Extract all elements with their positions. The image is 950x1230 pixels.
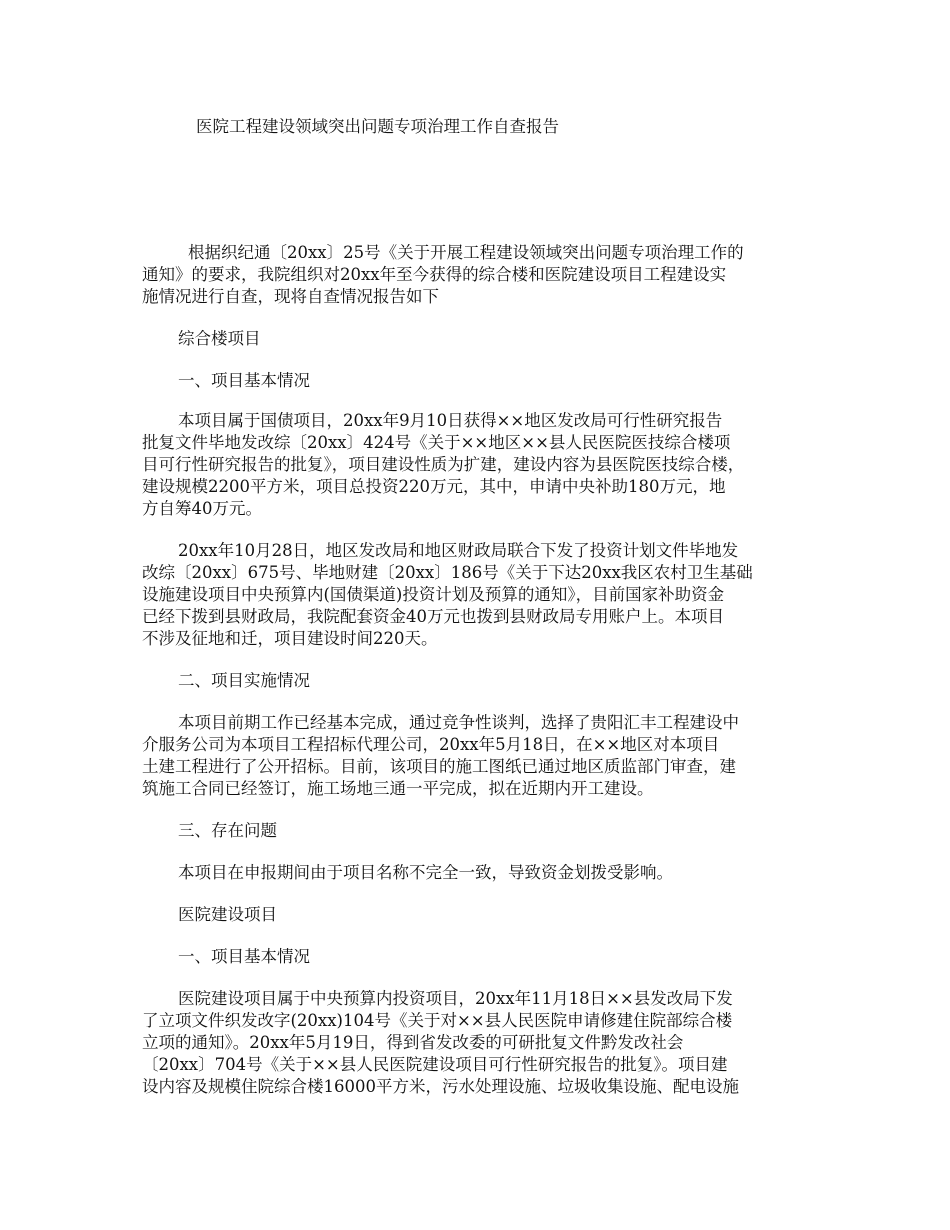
paragraph-line: 土建工程进行了公开招标。目前，该项目的施工图纸已通过地区质监部门审查，建 xyxy=(142,757,736,776)
paragraph-line: 已经下拨到县财政局，我院配套资金40万元也拨到县财政局专用账户上。本项目 xyxy=(142,607,724,626)
subsection-heading: 一、项目基本情况 xyxy=(178,371,310,390)
document-title: 医院工程建设领域突出问题专项治理工作自查报告 xyxy=(196,117,559,136)
paragraph-line: 设施建设项目中央预算内(国债渠道)投资计划及预算的通知》，目前国家补助资金 xyxy=(142,585,725,604)
paragraph-line: 不涉及征地和迁，项目建设时间220天。 xyxy=(142,629,438,648)
subsection-heading: 二、项目实施情况 xyxy=(178,671,310,690)
paragraph-line: 本项目在申报期间由于项目名称不完全一致，导致资金划拨受影响。 xyxy=(178,863,673,882)
section-heading: 综合楼项目 xyxy=(178,329,261,348)
paragraph-line: 医院建设项目属于中央预算内投资项目，20xx年11月18日××县发改局下发 xyxy=(178,989,733,1008)
subsection-heading: 三、存在问题 xyxy=(178,821,277,840)
paragraph-line: 建设规模2200平方米，项目总投资220万元，其中，申请中央补助180万元，地 xyxy=(142,477,726,496)
paragraph-line: 改综〔20xx〕675号、毕地财建〔20xx〕186号《关于下达20xx我区农村卫生基础 xyxy=(142,563,753,582)
paragraph-line: 设内容及规模住院综合楼16000平方米，污水处理设施、垃圾收集设施、配电设施 xyxy=(142,1077,739,1096)
paragraph-line: 本项目前期工作已经基本完成，通过竞争性谈判，选择了贵阳汇丰工程建设中 xyxy=(178,713,739,732)
paragraph-line: 目可行性研究报告的批复》，项目建设性质为扩建，建设内容为县医院医技综合楼， xyxy=(142,455,745,474)
paragraph-line: 立项的通知》。20xx年5月19日，得到省发改委的可研批复文件黔发改社会 xyxy=(142,1033,684,1052)
section-heading: 医院建设项目 xyxy=(178,905,277,924)
paragraph-line: 〔20xx〕704号《关于××县人民医院建设项目可行性研究报告的批复》。项目建 xyxy=(142,1055,728,1074)
subsection-heading: 一、项目基本情况 xyxy=(178,947,310,966)
paragraph-line: 介服务公司为本项目工程招标代理公司，20xx年5月18日，在××地区对本项目 xyxy=(142,735,720,754)
paragraph-line: 施情况进行自查，现将自查情况报告如下 xyxy=(142,287,439,306)
paragraph-line: 根据织纪通〔20xx〕25号《关于开展工程建设领域突出问题专项治理工作的 xyxy=(188,243,744,262)
paragraph-line: 批复文件毕地发改综〔20xx〕424号《关于××地区××县人民医院医技综合楼项 xyxy=(142,433,731,452)
paragraph-line: 筑施工合同已经签订，施工场地三通一平完成，拟在近期内开工建设。 xyxy=(142,779,654,798)
paragraph-line: 20xx年10月28日，地区发改局和地区财政局联合下发了投资计划文件毕地发 xyxy=(178,541,739,560)
paragraph-line: 本项目属于国债项目，20xx年9月10日获得××地区发改局可行性研究报告 xyxy=(178,411,723,430)
paragraph-line: 通知》的要求，我院组织对20xx年至今获得的综合楼和医院建设项目工程建设实 xyxy=(142,265,727,284)
paragraph-line: 方自筹40万元。 xyxy=(142,499,262,518)
paragraph-line: 了立项文件织发改字(20xx)104号《关于对××县人民医院申请修建住院部综合楼 xyxy=(142,1011,733,1030)
